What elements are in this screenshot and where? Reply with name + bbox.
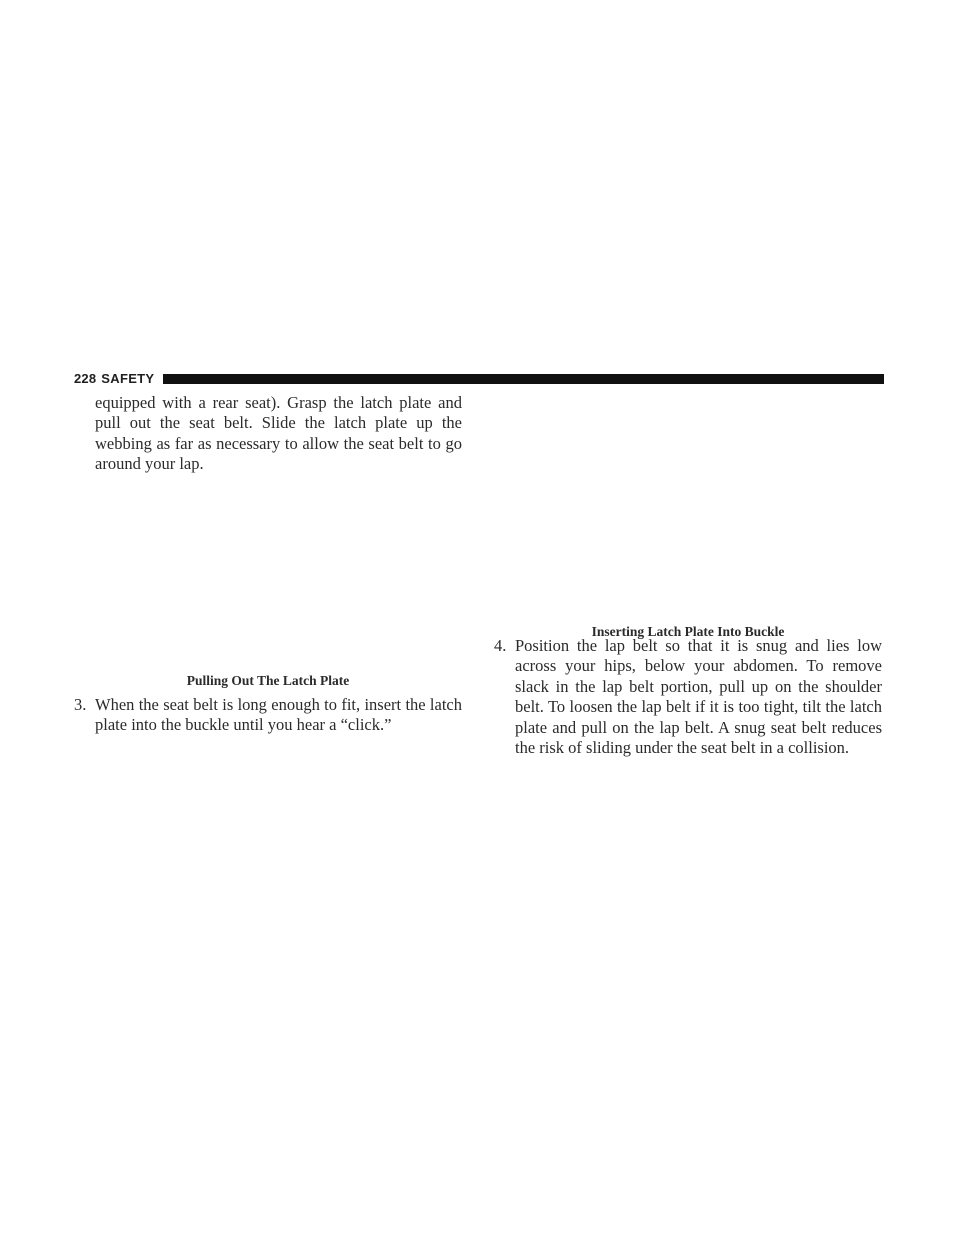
figure-caption-right: Inserting Latch Plate Into Buckle xyxy=(591,624,785,639)
list-item-step-3 xyxy=(74,695,462,736)
figure-caption-left: Pulling Out The Latch Plate xyxy=(186,673,350,688)
page-header xyxy=(74,369,884,387)
section-title: SAFETY xyxy=(101,370,155,386)
step-text: Position the lap belt so that it is snug and lies low across your hips, below your abdomen. To remove slack in the lap belt portion, pull up on the shoulder belt. To loosen the lap belt if it is too tight, tilt the latch plate and pull on the lap belt. A snug seat belt reduces the risk of sliding under the seat belt in a collision. xyxy=(515,636,882,758)
header-rule xyxy=(163,374,884,384)
step-number: 3. xyxy=(74,695,87,714)
figure-pulling-latch-plate xyxy=(74,480,462,665)
continuation-paragraph: equipped with a rear seat). Grasp the latch plate and pull out the seat belt. Slide the latch plate up the webbing as far as necessary to allow the seat belt to go around your lap. xyxy=(95,393,462,474)
list-item-step-4 xyxy=(494,636,882,758)
figure-inserting-latch-plate xyxy=(494,393,882,618)
step-text: When the seat belt is long enough to fit, insert the latch plate into the buckle until you hear a “click.” xyxy=(95,695,462,735)
step-number: 4. xyxy=(494,636,507,655)
page-number: 228 xyxy=(74,370,97,386)
